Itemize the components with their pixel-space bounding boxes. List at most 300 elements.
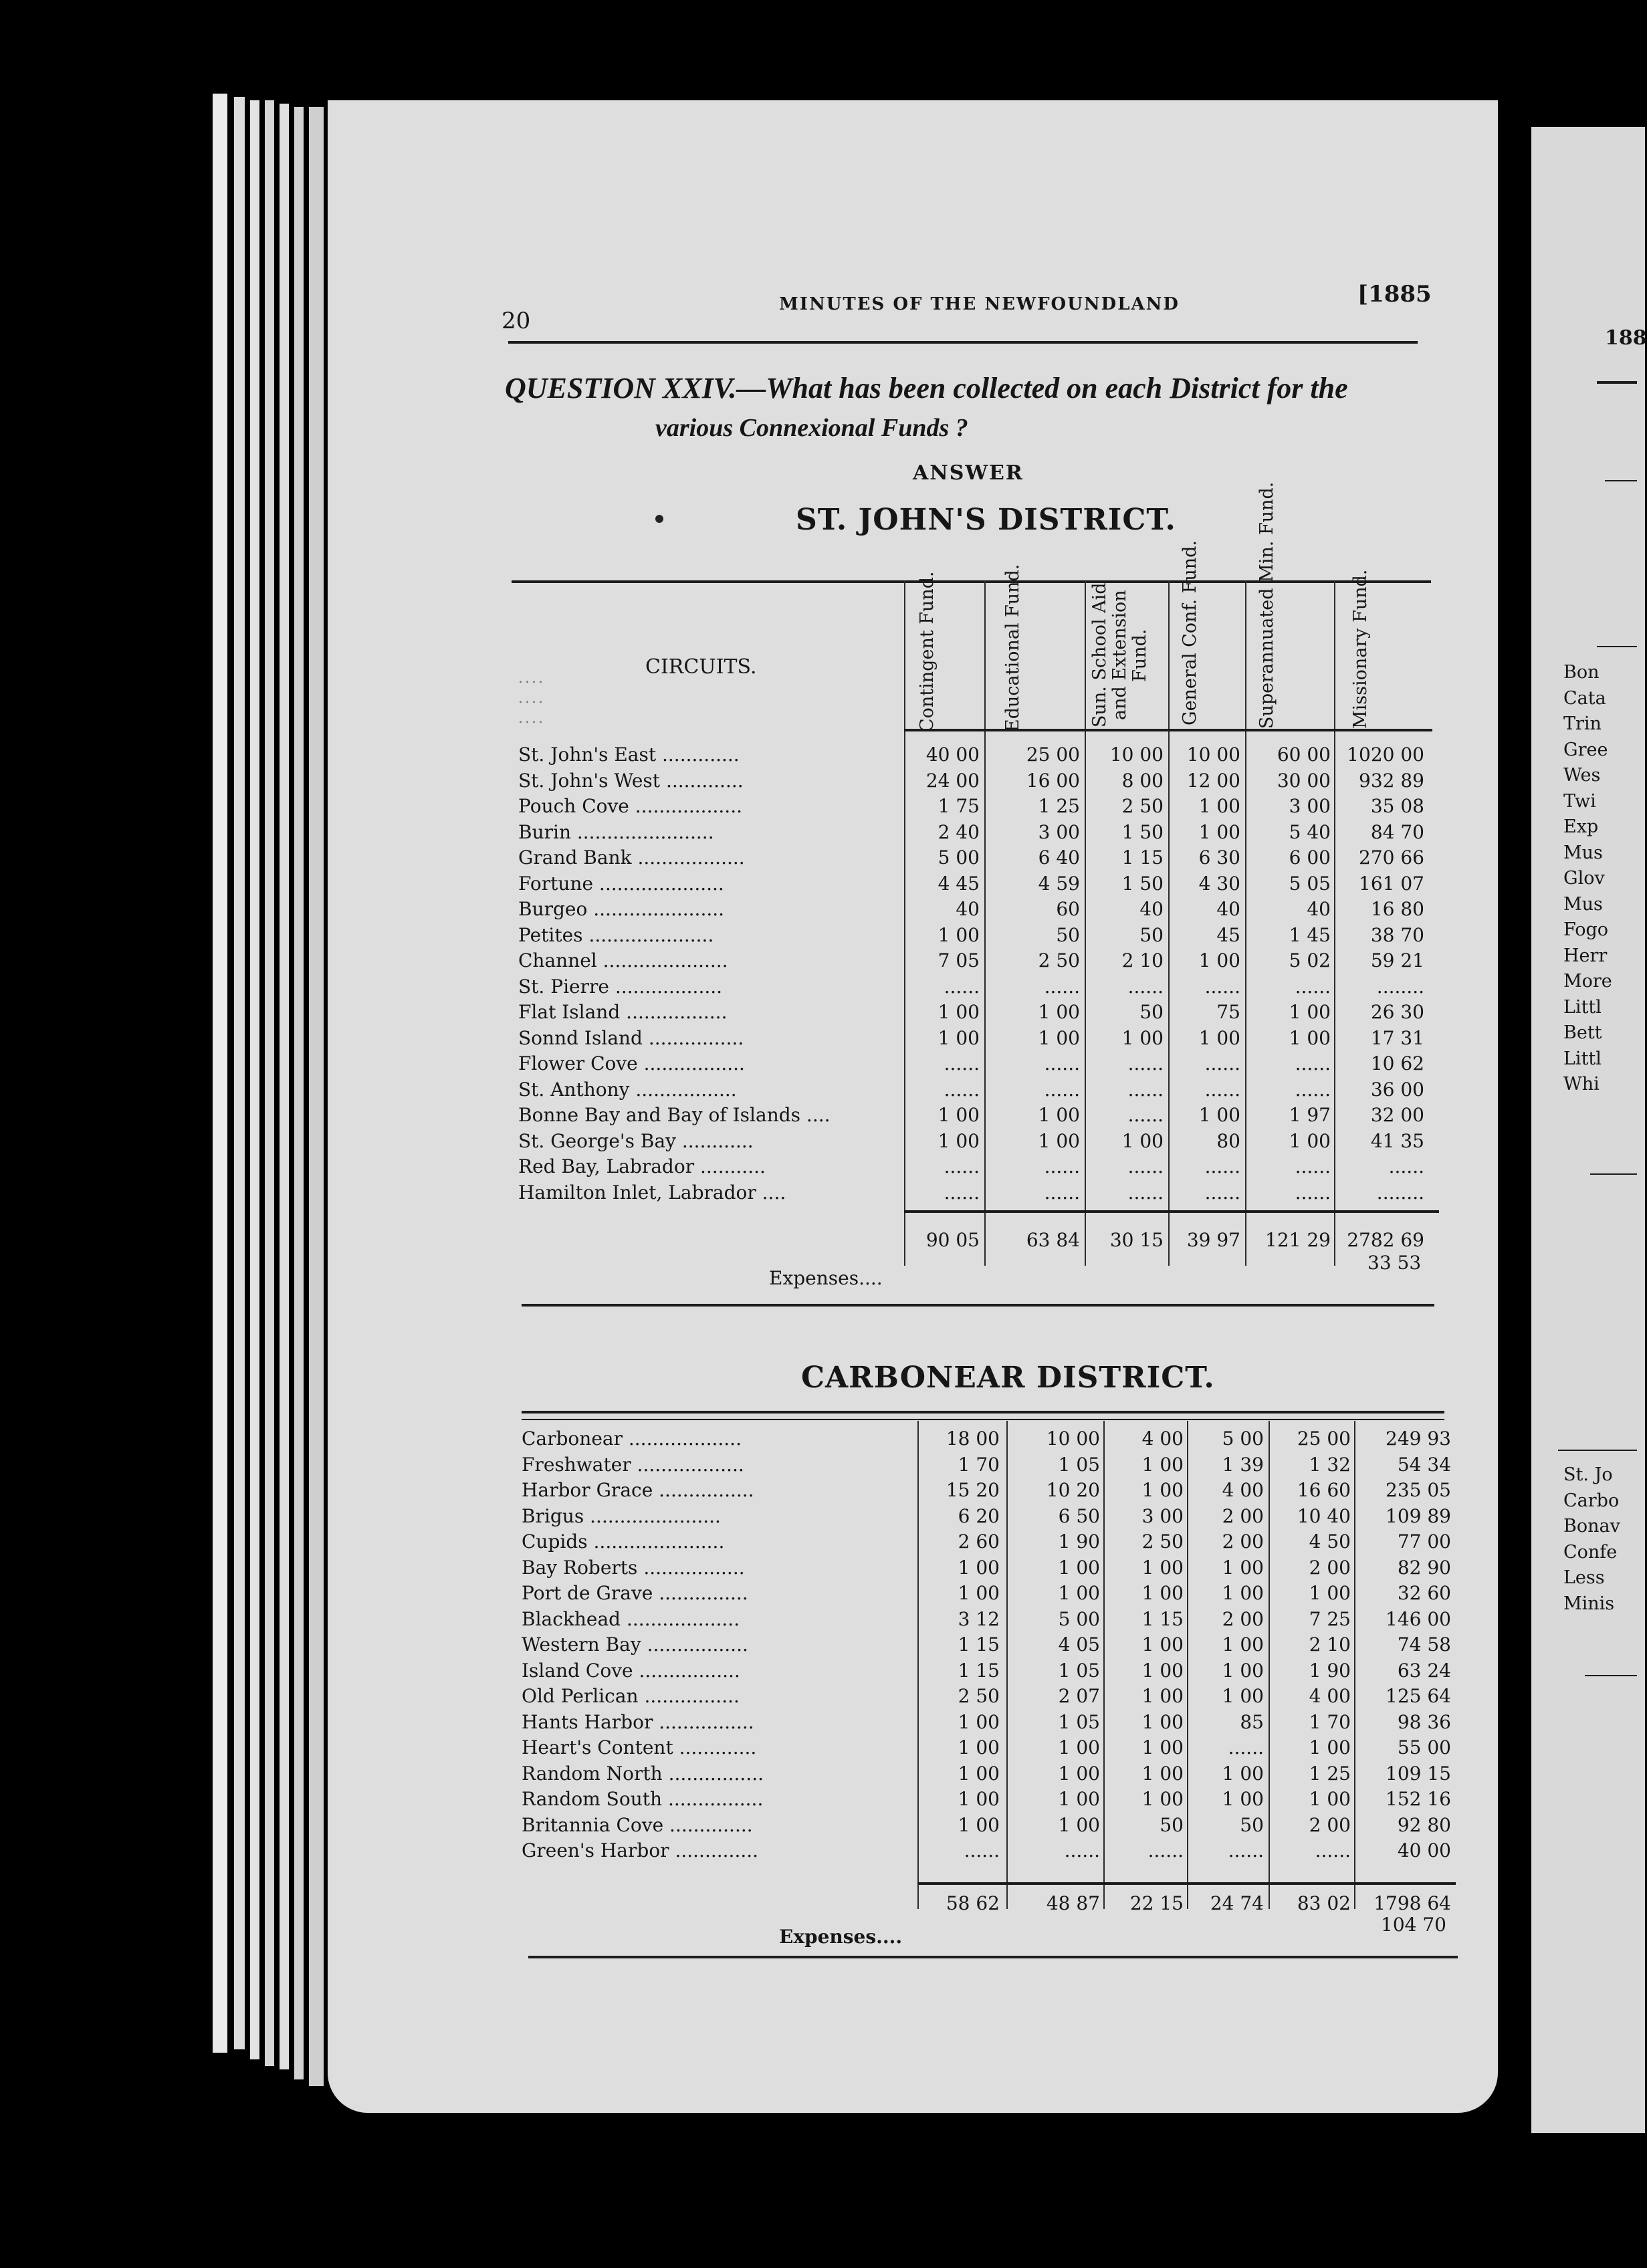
- circuit-name: St. Anthony .................: [518, 1078, 737, 1101]
- fund-cell: 270 66: [1359, 846, 1424, 869]
- fund-cell: 249 93: [1386, 1428, 1451, 1450]
- fund-cell: 1 00: [1141, 1762, 1184, 1785]
- circuit-name: Sonnd Island ................: [518, 1026, 744, 1049]
- fund-cell: 2 50: [958, 1685, 1000, 1707]
- fund-cell: 10 20: [1046, 1479, 1100, 1501]
- facing-page-rule: [1558, 1450, 1637, 1451]
- fund-cell: 7 05: [938, 949, 980, 972]
- circuit-name: Old Perlican ................: [522, 1685, 740, 1707]
- fund-cell: 30 00: [1277, 769, 1331, 792]
- st-johns-bottom-rule: [522, 1304, 1434, 1307]
- circuit-name: Island Cove .................: [522, 1659, 740, 1682]
- total-cell: 121 29: [1265, 1229, 1331, 1251]
- fund-cell: 1 00: [1038, 1026, 1080, 1049]
- col-contingent-fund: Contingent Fund.: [917, 571, 938, 732]
- expenses-label: Expenses....: [779, 1926, 903, 1948]
- fund-cell: 6 30: [1198, 846, 1240, 869]
- fund-cell: ......: [1228, 1736, 1264, 1759]
- fund-cell: ......: [944, 1155, 980, 1177]
- circuit-name: Channel .....................: [518, 949, 728, 972]
- facing-page-text: Minis: [1563, 1593, 1615, 1614]
- fund-cell: ......: [1044, 1052, 1080, 1074]
- fund-cell: 1 00: [1222, 1762, 1264, 1785]
- fund-cell: 1 00: [1141, 1479, 1184, 1501]
- year-marker: [1885: [1357, 281, 1432, 308]
- question-line-1: QUESTION XXIV.—What has been collected on each District for the: [505, 372, 1348, 405]
- facing-page-text: Littl: [1563, 996, 1602, 1018]
- fund-cell: 38 70: [1370, 923, 1424, 946]
- facing-page-text: Less: [1563, 1567, 1605, 1588]
- fund-cell: 1 00: [1058, 1788, 1100, 1810]
- table-row: [0, 770, 1637, 794]
- col-superannuated-fund: Superannuated Min. Fund.: [1256, 481, 1277, 729]
- st-johns-totals-row: [0, 1229, 1637, 1253]
- table-row: [0, 1557, 1637, 1581]
- total-cell: 2782 69: [1347, 1229, 1424, 1251]
- fund-cell: 40: [956, 898, 980, 920]
- fund-cell: 92 80: [1397, 1813, 1451, 1836]
- decorative-dots: .... .... ....: [518, 670, 545, 727]
- circuit-name: Hamilton Inlet, Labrador ....: [518, 1181, 786, 1204]
- fund-cell: 1 15: [958, 1633, 1000, 1656]
- fund-cell: 235 05: [1386, 1479, 1451, 1501]
- facing-page-text: Gree: [1563, 739, 1608, 760]
- st-johns-district-title: ST. JOHN'S DISTRICT.: [796, 503, 1176, 537]
- facing-page-text: Bett: [1563, 1022, 1602, 1043]
- fund-cell: 1 00: [958, 1582, 1000, 1604]
- facing-page-text: Carbo: [1563, 1490, 1620, 1511]
- fund-cell: 50: [1139, 1001, 1164, 1023]
- col-general-conf-fund: General Conf. Fund.: [1180, 540, 1200, 725]
- fund-cell: 1 15: [958, 1659, 1000, 1682]
- table-row: [0, 1633, 1637, 1658]
- fund-cell: 5 40: [1289, 820, 1331, 843]
- circuit-name: Carbonear ...................: [522, 1428, 742, 1450]
- circuit-name: Hants Harbor ................: [522, 1710, 754, 1733]
- table-row: [0, 1104, 1637, 1128]
- fund-cell: 10 00: [1109, 744, 1164, 766]
- fund-cell: ........: [1376, 1181, 1424, 1204]
- table-row: [0, 1711, 1637, 1735]
- facing-page-text: Wes: [1563, 765, 1601, 786]
- fund-cell: 16 00: [1026, 769, 1080, 792]
- fund-cell: ......: [1295, 975, 1331, 998]
- total-cell: 58 62: [946, 1892, 1000, 1914]
- fund-cell: 1 90: [1309, 1659, 1351, 1682]
- fund-cell: 1 00: [1289, 1129, 1331, 1152]
- table-row: [0, 976, 1637, 1000]
- fund-cell: 5 00: [1058, 1607, 1100, 1630]
- table-row: [0, 1479, 1637, 1503]
- fund-cell: 1 00: [938, 1129, 980, 1152]
- fund-cell: ......: [1127, 975, 1164, 998]
- header-rule: [508, 341, 1418, 344]
- table-row: [0, 1052, 1637, 1076]
- circuit-name: St. John's East .............: [518, 744, 740, 766]
- fund-cell: 2 50: [1121, 795, 1164, 817]
- table-row: [0, 1428, 1637, 1452]
- fund-cell: 82 90: [1397, 1556, 1451, 1579]
- fund-cell: 1 00: [1198, 1026, 1240, 1049]
- circuit-name: St. George's Bay ............: [518, 1129, 754, 1152]
- facing-page-text: More: [1563, 971, 1612, 992]
- table-row: [0, 924, 1637, 948]
- fund-cell: 1 00: [1141, 1556, 1184, 1579]
- fund-cell: 1 15: [1141, 1607, 1184, 1630]
- fund-cell: 50: [1139, 923, 1164, 946]
- fund-cell: 40: [1307, 898, 1331, 920]
- fund-cell: 2 00: [1222, 1504, 1264, 1527]
- fund-cell: 2 00: [1309, 1556, 1351, 1579]
- fund-cell: 1 05: [1058, 1453, 1100, 1476]
- fund-cell: 1 00: [1222, 1685, 1264, 1707]
- fund-cell: 5 05: [1289, 872, 1331, 895]
- fund-cell: 1020 00: [1347, 744, 1424, 766]
- fund-cell: 50: [1160, 1813, 1184, 1836]
- fund-cell: 146 00: [1386, 1607, 1451, 1630]
- fund-cell: 1 50: [1121, 820, 1164, 843]
- table-row: [0, 1608, 1637, 1632]
- fund-cell: 1 00: [1222, 1788, 1264, 1810]
- fund-cell: ......: [944, 1052, 980, 1074]
- fund-cell: 1 00: [1198, 820, 1240, 843]
- table-row: [0, 1454, 1637, 1478]
- fund-cell: 40: [1216, 898, 1240, 920]
- circuit-name: St. John's West .............: [518, 769, 744, 792]
- fund-cell: 6 20: [958, 1504, 1000, 1527]
- table-row: [0, 949, 1637, 974]
- fund-cell: ......: [944, 1181, 980, 1204]
- total-cell: 48 87: [1046, 1892, 1100, 1914]
- fund-cell: 125 64: [1386, 1685, 1451, 1707]
- fund-cell: 45: [1216, 923, 1240, 946]
- table-row: [0, 1660, 1637, 1684]
- fund-cell: 3 12: [958, 1607, 1000, 1630]
- facing-page-text: Whi: [1563, 1074, 1600, 1095]
- expenses-value: 104 70: [1381, 1914, 1446, 1936]
- facing-page-rule: [1605, 480, 1637, 481]
- circuit-name: Heart's Content .............: [522, 1736, 757, 1759]
- fund-cell: ......: [1295, 1078, 1331, 1101]
- fund-cell: 3 00: [1289, 795, 1331, 817]
- circuit-name: Britannia Cove ..............: [522, 1813, 753, 1836]
- fund-cell: 109 15: [1386, 1762, 1451, 1785]
- fund-cell: 40: [1139, 898, 1164, 920]
- fund-cell: ......: [1315, 1839, 1351, 1861]
- page-number: 20: [502, 308, 531, 334]
- fund-cell: 1 00: [958, 1710, 1000, 1733]
- fund-cell: ......: [1044, 975, 1080, 998]
- running-title: MINUTES OF THE NEWFOUNDLAND: [779, 294, 1180, 314]
- fund-cell: 4 00: [1222, 1479, 1264, 1501]
- fund-cell: 36 00: [1370, 1078, 1424, 1101]
- facing-page-rule: [1597, 646, 1637, 647]
- facing-page-year: 188: [1605, 326, 1647, 350]
- table-row: [0, 873, 1637, 897]
- table-row: [0, 795, 1637, 819]
- fund-cell: 4 00: [1141, 1428, 1184, 1450]
- fund-cell: 932 89: [1359, 769, 1424, 792]
- fund-cell: 2 60: [958, 1530, 1000, 1553]
- fund-cell: 1 00: [1141, 1582, 1184, 1604]
- fund-cell: 1 00: [1222, 1556, 1264, 1579]
- circuit-name: Random South ................: [522, 1788, 764, 1810]
- sum-rule: [904, 1210, 1439, 1213]
- fund-cell: 1 05: [1058, 1710, 1100, 1733]
- facing-page-text: Twi: [1563, 790, 1596, 812]
- fund-cell: 4 59: [1038, 872, 1080, 895]
- circuit-name: Grand Bank ..................: [518, 846, 745, 869]
- fund-cell: 2 10: [1309, 1633, 1351, 1656]
- answer-label: ANSWER: [913, 461, 1024, 485]
- table-row: [0, 821, 1637, 845]
- facing-page-text: Fogo: [1563, 919, 1609, 940]
- fund-cell: ......: [1204, 1052, 1240, 1074]
- facing-page-text: Cata: [1563, 687, 1606, 709]
- fund-cell: 10 00: [1046, 1428, 1100, 1450]
- total-cell: 24 74: [1210, 1892, 1264, 1914]
- circuit-name: Burin .......................: [518, 820, 714, 843]
- fund-cell: 25 00: [1297, 1428, 1351, 1450]
- fund-cell: 1 25: [1309, 1762, 1351, 1785]
- table-row: [0, 846, 1637, 871]
- fund-cell: 2 00: [1309, 1813, 1351, 1836]
- total-cell: 83 02: [1297, 1892, 1351, 1914]
- fund-cell: ......: [1228, 1839, 1264, 1861]
- carbonear-district-title: CARBONEAR DISTRICT.: [801, 1361, 1215, 1395]
- table-row: [0, 1130, 1637, 1154]
- fund-cell: ......: [1204, 1078, 1240, 1101]
- fund-cell: 161 07: [1359, 872, 1424, 895]
- facing-page-rule: [1585, 1675, 1637, 1676]
- bullet-mark: [655, 515, 663, 523]
- fund-cell: 1 00: [1038, 1104, 1080, 1126]
- expenses-value: 33 53: [1367, 1252, 1422, 1274]
- fund-cell: 80: [1216, 1129, 1240, 1152]
- fund-cell: 1 00: [1309, 1788, 1351, 1810]
- facing-page-text: Bon: [1563, 662, 1600, 683]
- circuit-name: Flower Cove .................: [518, 1052, 745, 1074]
- fund-cell: 85: [1240, 1710, 1264, 1733]
- circuit-name: Western Bay .................: [522, 1633, 748, 1656]
- fund-cell: ......: [1204, 1181, 1240, 1204]
- fund-cell: 4 00: [1309, 1685, 1351, 1707]
- fund-cell: ......: [1204, 975, 1240, 998]
- fund-cell: ......: [1044, 1078, 1080, 1101]
- fund-cell: 1 50: [1121, 872, 1164, 895]
- table-row: [0, 1001, 1637, 1025]
- fund-cell: 1 00: [1198, 949, 1240, 972]
- fund-cell: 35 08: [1370, 795, 1424, 817]
- fund-cell: ......: [1204, 1155, 1240, 1177]
- circuit-name: Flat Island .................: [518, 1001, 728, 1023]
- fund-cell: ......: [1127, 1104, 1164, 1126]
- fund-cell: ......: [1044, 1155, 1080, 1177]
- fund-cell: 54 34: [1397, 1453, 1451, 1476]
- facing-page-text: Glov: [1563, 868, 1605, 889]
- circuit-name: Green's Harbor ..............: [522, 1839, 759, 1861]
- fund-cell: 1 00: [1058, 1736, 1100, 1759]
- carbonear-totals-row: [0, 1892, 1637, 1916]
- fund-cell: 2 10: [1121, 949, 1164, 972]
- fund-cell: 5 02: [1289, 949, 1331, 972]
- fund-cell: 7 25: [1309, 1607, 1351, 1630]
- fund-cell: 16 80: [1370, 898, 1424, 920]
- circuit-name: Red Bay, Labrador ...........: [518, 1155, 766, 1177]
- fund-cell: 3 00: [1038, 820, 1080, 843]
- fund-cell: ......: [1127, 1078, 1164, 1101]
- circuit-name: Fortune .....................: [518, 872, 724, 895]
- fund-cell: ......: [944, 975, 980, 998]
- fund-cell: 1 00: [1121, 1026, 1164, 1049]
- fund-cell: 1 39: [1222, 1453, 1264, 1476]
- fund-cell: 1 00: [938, 1026, 980, 1049]
- table-row: [0, 1814, 1637, 1838]
- question-line-2: various Connexional Funds ?: [655, 414, 968, 442]
- fund-cell: 1 00: [1222, 1582, 1264, 1604]
- table-row: [0, 1582, 1637, 1606]
- facing-page-text: Mus: [1563, 842, 1603, 863]
- fund-cell: 1 00: [1289, 1001, 1331, 1023]
- fund-cell: 1 00: [1141, 1710, 1184, 1733]
- circuit-name: Brigus ......................: [522, 1504, 721, 1527]
- total-cell: 39 97: [1186, 1229, 1240, 1251]
- fund-cell: 32 60: [1397, 1582, 1451, 1604]
- circuit-name: Random North ................: [522, 1762, 764, 1785]
- circuit-name: Burgeo ......................: [518, 898, 725, 920]
- fund-cell: ........: [1376, 975, 1424, 998]
- circuit-name: Harbor Grace ................: [522, 1479, 754, 1501]
- fund-cell: 4 45: [938, 872, 980, 895]
- table-row: [0, 744, 1637, 768]
- fund-cell: 1 00: [1058, 1813, 1100, 1836]
- fund-cell: 1 00: [1058, 1556, 1100, 1579]
- fund-cell: 1 90: [1058, 1530, 1100, 1553]
- fund-cell: 1 00: [1141, 1453, 1184, 1476]
- fund-cell: 1 97: [1289, 1104, 1331, 1126]
- table-row: [0, 1079, 1637, 1103]
- fund-cell: ......: [1295, 1181, 1331, 1204]
- header-bottom-rule: [904, 729, 1432, 731]
- fund-cell: ......: [1044, 1181, 1080, 1204]
- fund-cell: 50: [1056, 923, 1080, 946]
- facing-page-text: Mus: [1563, 893, 1603, 915]
- facing-page-text: Herr: [1563, 945, 1608, 966]
- table-row: [0, 1530, 1637, 1555]
- fund-cell: 1 00: [1289, 1026, 1331, 1049]
- fund-cell: 50: [1240, 1813, 1264, 1836]
- fund-cell: ......: [1064, 1839, 1100, 1861]
- fund-cell: 1 00: [958, 1813, 1000, 1836]
- fund-cell: 2 00: [1222, 1607, 1264, 1630]
- fund-cell: 1 00: [958, 1736, 1000, 1759]
- fund-cell: ......: [1127, 1181, 1164, 1204]
- fund-cell: ......: [1295, 1052, 1331, 1074]
- fund-cell: 1 00: [1198, 795, 1240, 817]
- table-row: [0, 898, 1637, 922]
- table-row: [0, 1788, 1637, 1812]
- fund-cell: 5 00: [938, 846, 980, 869]
- col-missionary-fund: Missionary Fund.: [1350, 569, 1371, 729]
- circuit-name: Blackhead ...................: [522, 1607, 740, 1630]
- fund-cell: 18 00: [946, 1428, 1000, 1450]
- facing-page-text: Trin: [1563, 713, 1602, 734]
- fund-cell: 1 00: [1141, 1685, 1184, 1707]
- fund-cell: 41 35: [1370, 1129, 1424, 1152]
- fund-cell: 63 24: [1397, 1659, 1451, 1682]
- fund-cell: 1 15: [1121, 846, 1164, 869]
- fund-cell: 1 00: [938, 1001, 980, 1023]
- col-educational-fund: Educational Fund.: [1002, 564, 1023, 732]
- fund-cell: 12 00: [1186, 769, 1240, 792]
- facing-page-rule: [1597, 381, 1637, 384]
- fund-cell: 1 00: [958, 1556, 1000, 1579]
- fund-cell: 3 00: [1141, 1504, 1184, 1527]
- fund-cell: 1 00: [1058, 1582, 1100, 1604]
- fund-cell: 40 00: [925, 744, 980, 766]
- fund-cell: 1 00: [1222, 1633, 1264, 1656]
- fund-cell: ......: [1127, 1052, 1164, 1074]
- fund-cell: 1 00: [1309, 1582, 1351, 1604]
- fund-cell: 2 07: [1058, 1685, 1100, 1707]
- fund-cell: 10 62: [1370, 1052, 1424, 1074]
- fund-cell: 26 30: [1370, 1001, 1424, 1023]
- fund-cell: 5 00: [1222, 1428, 1264, 1450]
- circuit-name: Bay Roberts .................: [522, 1556, 745, 1579]
- fund-cell: 17 31: [1370, 1026, 1424, 1049]
- col-sunday-school-fund: Sun. School Aid and Extension Fund.: [1089, 582, 1150, 728]
- fund-cell: 1 00: [958, 1762, 1000, 1785]
- fund-cell: 2 40: [938, 820, 980, 843]
- fund-cell: 75: [1216, 1001, 1240, 1023]
- fund-cell: 109 89: [1386, 1504, 1451, 1527]
- fund-cell: 16 60: [1297, 1479, 1351, 1501]
- facing-page-rule: [1590, 1173, 1637, 1175]
- fund-cell: 1 00: [958, 1788, 1000, 1810]
- fund-cell: 1 00: [1141, 1736, 1184, 1759]
- circuit-name: Cupids ......................: [522, 1530, 725, 1553]
- fund-cell: 8 00: [1121, 769, 1164, 792]
- fund-cell: 1 00: [1309, 1736, 1351, 1759]
- facing-page-text: Bonav: [1563, 1516, 1620, 1537]
- total-cell: 90 05: [925, 1229, 980, 1251]
- facing-page-text: Littl: [1563, 1048, 1602, 1069]
- table-row: [0, 1736, 1637, 1761]
- fund-cell: 25 00: [1026, 744, 1080, 766]
- table-row: [0, 1685, 1637, 1709]
- expenses-label: Expenses....: [769, 1267, 883, 1289]
- fund-cell: 1 00: [938, 1104, 980, 1126]
- carbonear-bottom-rule: [528, 1956, 1458, 1958]
- fund-cell: 1 00: [1141, 1659, 1184, 1682]
- fund-cell: 59 21: [1370, 949, 1424, 972]
- fund-cell: 60 00: [1277, 744, 1331, 766]
- fund-cell: 2 50: [1141, 1530, 1184, 1553]
- fund-cell: 6 00: [1289, 846, 1331, 869]
- fund-cell: ......: [1295, 1155, 1331, 1177]
- circuit-name: Port de Grave ...............: [522, 1582, 748, 1604]
- fund-cell: 1 32: [1309, 1453, 1351, 1476]
- circuits-heading: CIRCUITS.: [645, 655, 757, 679]
- facing-page-text: Confe: [1563, 1541, 1618, 1563]
- fund-cell: 4 05: [1058, 1633, 1100, 1656]
- fund-cell: 1 00: [1038, 1129, 1080, 1152]
- fund-cell: 4 30: [1198, 872, 1240, 895]
- fund-cell: 6 50: [1058, 1504, 1100, 1527]
- fund-cell: 1 00: [1038, 1001, 1080, 1023]
- fund-cell: 2 50: [1038, 949, 1080, 972]
- fund-cell: 1 45: [1289, 923, 1331, 946]
